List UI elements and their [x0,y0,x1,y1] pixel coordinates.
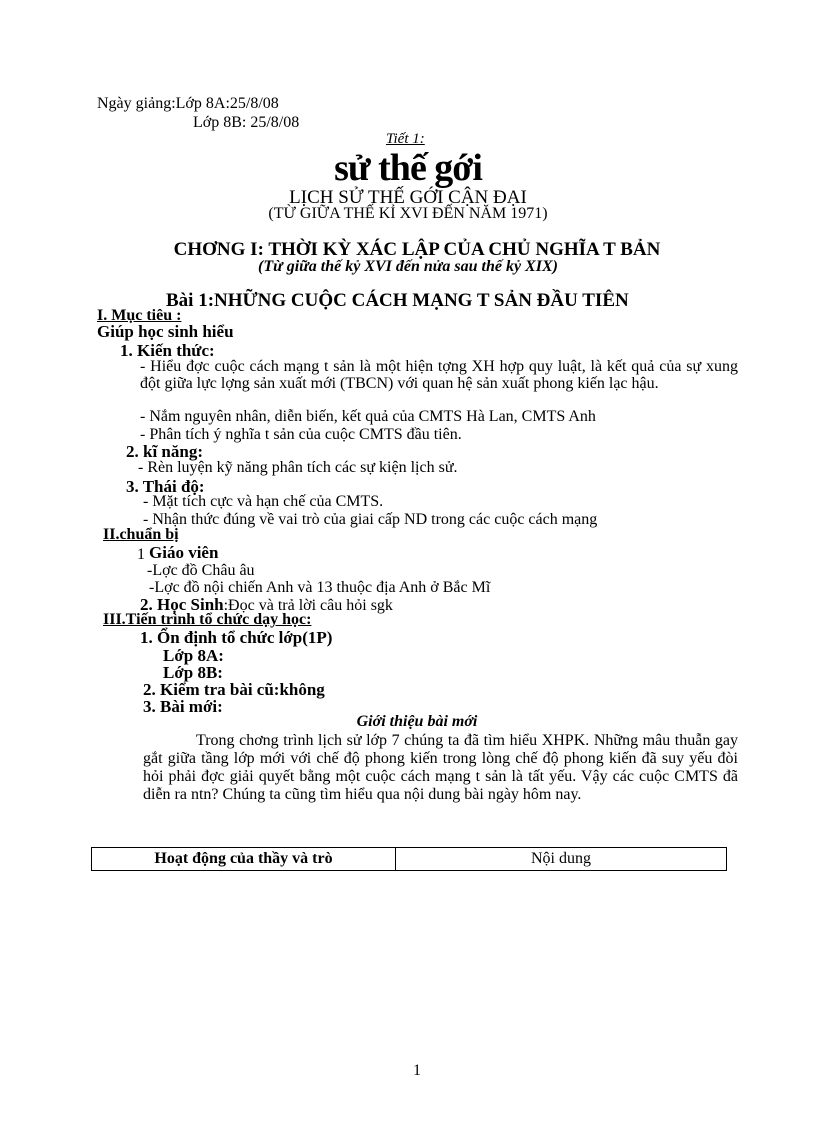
teacher-heading: Giáo viên [149,543,219,562]
student-heading: 2. Học Sinh [140,595,224,614]
lesson-title: Bài 1:NHỮNG CUỘC CÁCH MẠNG T SẢN ĐẦU TIÊN [166,290,629,311]
date-line-2: Lớp 8B: 25/8/08 [193,114,300,131]
class-8a: Lớp 8A: [163,646,224,665]
objectives-heading: I. Mục tiêu : [97,307,182,324]
objectives-intro: Giúp học sinh hiểu [97,322,234,341]
attitude-paragraph-1: - Mặt tích cực và hạn chế của CMTS. [143,493,384,510]
period-label: Tiết 1: [386,131,425,147]
teacher-item-1: -Lợc đồ Châu âu [147,562,255,579]
intro-heading: Giới thiệu bài mới [356,713,478,730]
teacher-item-2: -Lợc đồ nội chiến Anh và 13 thuộc địa Anh ở Bắc Mĩ [149,579,491,596]
knowledge-paragraph-2: - Nắm nguyên nhân, diễn biến, kết quả của CMTS Hà Lan, CMTS Anh [140,408,596,425]
table-header-content: Nội dung [396,848,727,871]
student-text: :Đọc và trả lời câu hỏi sgk [223,597,393,614]
preparation-heading: II.chuẩn bị [103,526,179,543]
document-title: LỊCH SỬ THẾ GỚI CẬN ĐẠI [289,187,527,208]
knowledge-paragraph-1: - Hiểu đợc cuộc cách mạng t sản là một hiện tợng XH hợp quy luật, là kết quả của sự xung đột giữa lực lợng sản xuất mới (TBCN) với quan hệ sản xuất phong kiến lạc hậu. [140,358,738,392]
chapter-title: CHƠNG I: THỜI KỲ XÁC LẬP CỦA CHỦ NGHĨA T BẢN [173,239,661,260]
procedure-step-1: 1. Ổn định tổ chức lớp(1P) [140,628,333,647]
subject-title: sử thế gới [334,147,482,189]
procedure-step-3: 3. Bài mới: [143,697,223,716]
page-number: 1 [413,1062,421,1079]
activity-table [91,847,727,871]
skills-paragraph-1: - Rèn luyện kỹ năng phân tích các sự kiện lịch sử. [138,459,458,476]
attitude-paragraph-2: - Nhận thức đúng về vai trò của giai cấp ND trong các cuộc cách mạng [143,511,598,528]
skills-heading: 2. kĩ năng: [126,442,203,461]
class-8b: Lớp 8B: [163,663,223,682]
procedure-step-2: 2. Kiểm tra bài cũ:không [143,680,325,699]
knowledge-paragraph-3: - Phân tích ý nghĩa t sản của cuộc CMTS đầu tiên. [140,426,462,443]
chapter-subtitle: (Từ giữa thế kỷ XVI đến nửa sau thế kỷ XIX) [258,258,558,275]
attitude-heading: 3. Thái độ: [126,477,205,496]
date-line-1: Ngày giảng:Lớp 8A:25/8/08 [97,95,279,112]
knowledge-heading: 1. Kiến thức: [120,341,215,360]
procedure-heading: III.Tiến trình tổ chức dạy học: [103,611,312,628]
intro-paragraph: Trong chơng trình lịch sử lớp 7 chúng ta đã tìm hiểu XHPK. Những mâu thuẫn gay gắt giữa tầng lớp mới với chế độ phong kiến trong lòng chế độ phong kiến đã suy yếu đòi hỏi phải đợc giải quyết bằng một cuộc cách mạng t sản là tất yếu. Vậy các cuộc CMTS đã diễn ra ntn? Chúng ta cũng tìm hiểu qua nội dung bài ngày hôm nay. [143,732,738,803]
teacher-number: 1 [137,546,145,563]
document-subtitle: (TỪ GIỮA THẾ KỈ XVI ĐẾN NĂM 1971) [268,205,548,222]
table-header-activities: Hoạt động của thầy và trò [92,848,396,871]
